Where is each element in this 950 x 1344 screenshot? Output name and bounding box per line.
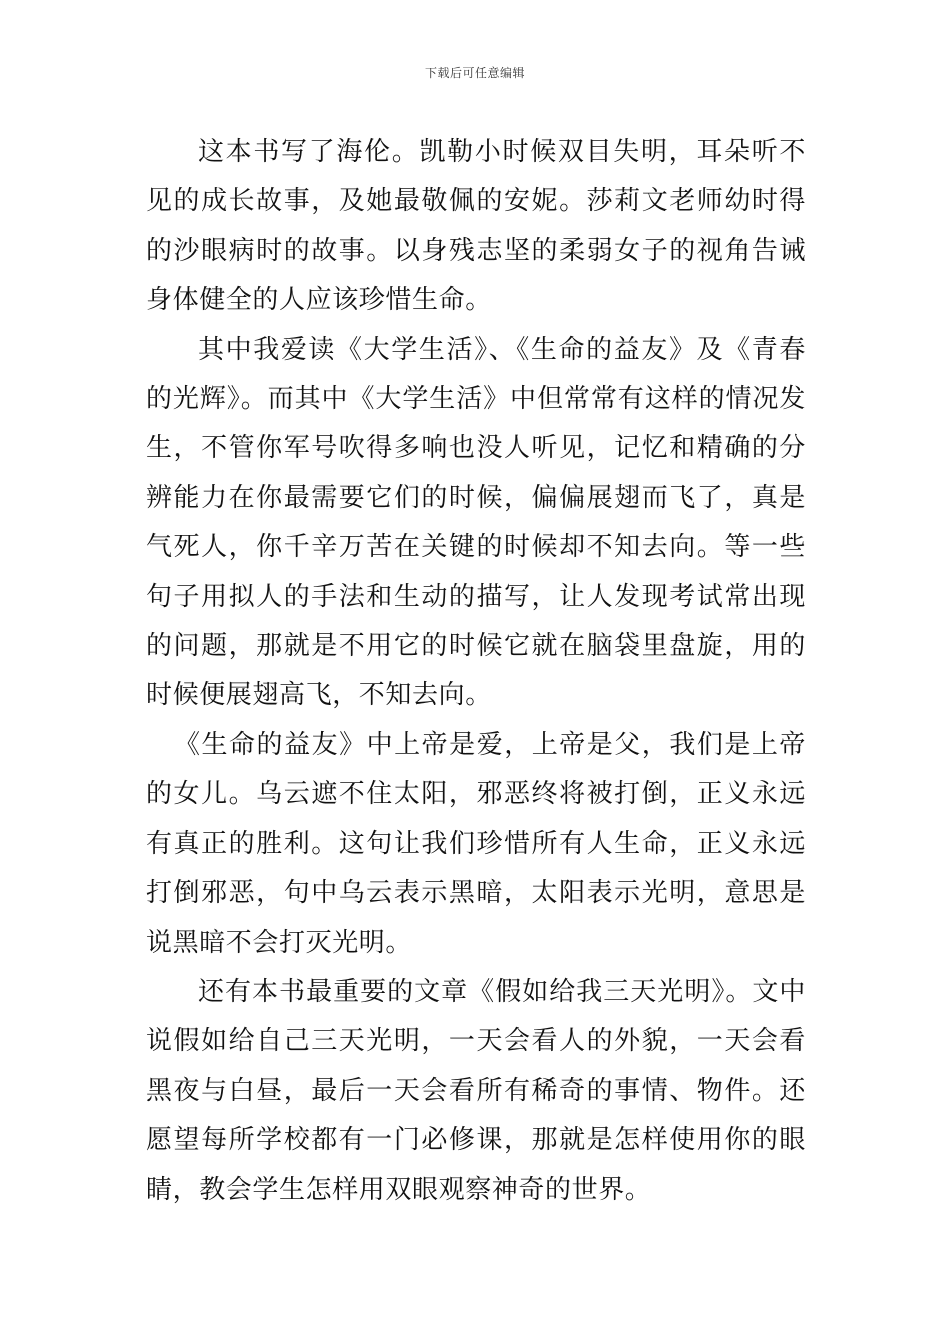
body-text (146, 128, 806, 1215)
header-note: 下载后可任意编辑 (424, 66, 525, 80)
paragraph-1: 这本书写了海伦。凯勒小时候双目失明，耳朵听不见的成长故事，及她最敬佩的安妮。莎莉文老师幼时得的沙眼病时的故事。以身残志坚的柔弱女子的视角告诫身体健全的人应该珍惜生命。 (146, 137, 806, 316)
paragraph-3: 《生命的益友》中上帝是爱，上帝是父，我们是上帝的女儿。乌云遮不住太阳，邪恶终将被打倒，正义永远有真正的胜利。这句让我们珍惜所有人生命，正义永远打倒邪恶，句中乌云表示黑暗，太阳表示光明，意思是说黑暗不会打灭光明。 (146, 729, 806, 958)
paragraph-2: 其中我爱读《大学生活》、《生命的益友》及《青春的光辉》。而其中《大学生活》中但常常有这样的情况发生，不管你军号吹得多响也没人听见，记忆和精确的分辨能力在你最需要它们的时候，偏偏展翅而飞了，真是气死人，你千辛万苦在关键的时候却不知去向。等一些句子用拟人的手法和生动的描写，让人发现考试常出现的问题，那就是不用它的时候它就在脑袋里盘旋，用的时候便展翅高飞，不知去向。 (146, 334, 806, 711)
paragraph-4: 还有本书最重要的文章《假如给我三天光明》。文中说假如给自己三天光明，一天会看人的外貌，一天会看黑夜与白昼，最后一天会看所有稀奇的事情、物件。还愿望每所学校都有一门必修课，那就是怎样使用你的眼睛，教会学生怎样用双眼观察神奇的世界。 (146, 976, 806, 1205)
